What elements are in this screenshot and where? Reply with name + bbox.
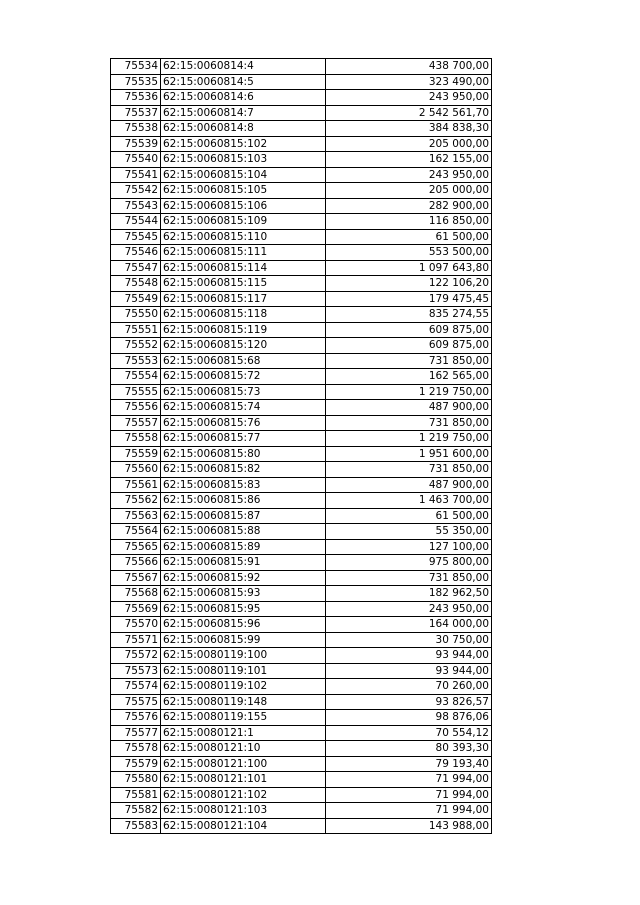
cadastral-number-cell: 62:15:0060815:72 — [161, 369, 326, 385]
cadastral-value-cell: 609 875,00 — [326, 322, 492, 338]
cadastral-value-cell: 553 500,00 — [326, 245, 492, 261]
cadastral-number-cell: 62:15:0060815:76 — [161, 415, 326, 431]
cadastral-value-cell: 731 850,00 — [326, 353, 492, 369]
table-row — [111, 570, 492, 586]
table-row — [111, 679, 492, 695]
cadastral-number-cell: 62:15:0080121:100 — [161, 756, 326, 772]
cadastral-value-cell: 731 850,00 — [326, 415, 492, 431]
row-number-cell: 75581 — [111, 787, 161, 803]
row-number-cell: 75563 — [111, 508, 161, 524]
table-row — [111, 105, 492, 121]
cadastral-value-cell: 61 500,00 — [326, 508, 492, 524]
row-number-cell: 75550 — [111, 307, 161, 323]
cadastral-number-cell: 62:15:0080121:101 — [161, 772, 326, 788]
cadastral-value-cell: 61 500,00 — [326, 229, 492, 245]
cadastral-value-cell: 93 944,00 — [326, 648, 492, 664]
table-row — [111, 648, 492, 664]
table-row — [111, 338, 492, 354]
cadastral-number-cell: 62:15:0060815:102 — [161, 136, 326, 152]
table-row — [111, 152, 492, 168]
row-number-cell: 75543 — [111, 198, 161, 214]
cadastral-number-cell: 62:15:0060815:82 — [161, 462, 326, 478]
cadastral-value-cell: 243 950,00 — [326, 90, 492, 106]
row-number-cell: 75570 — [111, 617, 161, 633]
cadastral-value-cell: 122 106,20 — [326, 276, 492, 292]
row-number-cell: 75568 — [111, 586, 161, 602]
cadastral-value-cell: 1 219 750,00 — [326, 384, 492, 400]
table-row — [111, 384, 492, 400]
row-number-cell: 75539 — [111, 136, 161, 152]
table-row — [111, 260, 492, 276]
cadastral-number-cell: 62:15:0060814:7 — [161, 105, 326, 121]
cadastral-number-cell: 62:15:0060815:77 — [161, 431, 326, 447]
cadastral-value-cell: 162 155,00 — [326, 152, 492, 168]
row-number-cell: 75540 — [111, 152, 161, 168]
cadastral-value-cell: 127 100,00 — [326, 539, 492, 555]
table-row — [111, 601, 492, 617]
cadastral-number-cell: 62:15:0080119:102 — [161, 679, 326, 695]
cadastral-number-cell: 62:15:0060815:114 — [161, 260, 326, 276]
row-number-cell: 75545 — [111, 229, 161, 245]
cadastral-number-cell: 62:15:0060814:5 — [161, 74, 326, 90]
cadastral-number-cell: 62:15:0060815:93 — [161, 586, 326, 602]
row-number-cell: 75556 — [111, 400, 161, 416]
cadastral-number-cell: 62:15:0060815:118 — [161, 307, 326, 323]
cadastral-number-cell: 62:15:0060815:89 — [161, 539, 326, 555]
cadastral-value-cell: 98 876,06 — [326, 710, 492, 726]
cadastral-value-cell: 205 000,00 — [326, 183, 492, 199]
cadastral-number-cell: 62:15:0080121:104 — [161, 818, 326, 834]
table-row — [111, 431, 492, 447]
cadastral-value-cell: 975 800,00 — [326, 555, 492, 571]
table-row — [111, 741, 492, 757]
row-number-cell: 75578 — [111, 741, 161, 757]
cadastral-value-cell: 487 900,00 — [326, 477, 492, 493]
row-number-cell: 75537 — [111, 105, 161, 121]
cadastral-number-cell: 62:15:0060815:103 — [161, 152, 326, 168]
cadastral-value-cell: 71 994,00 — [326, 772, 492, 788]
cadastral-value-cell: 835 274,55 — [326, 307, 492, 323]
table-row — [111, 245, 492, 261]
row-number-cell: 75560 — [111, 462, 161, 478]
cadastral-value-cell: 731 850,00 — [326, 570, 492, 586]
cadastral-value-table — [110, 58, 492, 834]
table-row — [111, 803, 492, 819]
cadastral-value-cell: 79 193,40 — [326, 756, 492, 772]
cadastral-number-cell: 62:15:0060815:120 — [161, 338, 326, 354]
row-number-cell: 75572 — [111, 648, 161, 664]
row-number-cell: 75541 — [111, 167, 161, 183]
table-row — [111, 539, 492, 555]
cadastral-number-cell: 62:15:0060815:99 — [161, 632, 326, 648]
table-row — [111, 198, 492, 214]
row-number-cell: 75580 — [111, 772, 161, 788]
cadastral-number-cell: 62:15:0060815:74 — [161, 400, 326, 416]
table-row — [111, 710, 492, 726]
cadastral-value-cell: 243 950,00 — [326, 601, 492, 617]
table-row — [111, 508, 492, 524]
table-row — [111, 772, 492, 788]
table-row — [111, 59, 492, 75]
row-number-cell: 75561 — [111, 477, 161, 493]
table-row — [111, 353, 492, 369]
row-number-cell: 75567 — [111, 570, 161, 586]
cadastral-number-cell: 62:15:0060814:4 — [161, 59, 326, 75]
row-number-cell: 75549 — [111, 291, 161, 307]
cadastral-number-cell: 62:15:0060815:96 — [161, 617, 326, 633]
cadastral-value-cell: 71 994,00 — [326, 787, 492, 803]
cadastral-value-cell: 243 950,00 — [326, 167, 492, 183]
row-number-cell: 75548 — [111, 276, 161, 292]
cadastral-value-cell: 179 475,45 — [326, 291, 492, 307]
cadastral-number-cell: 62:15:0080119:155 — [161, 710, 326, 726]
cadastral-value-cell: 205 000,00 — [326, 136, 492, 152]
cadastral-value-cell: 2 542 561,70 — [326, 105, 492, 121]
table-row — [111, 787, 492, 803]
table-row — [111, 400, 492, 416]
table-row — [111, 694, 492, 710]
cadastral-number-cell: 62:15:0060815:87 — [161, 508, 326, 524]
cadastral-value-cell: 323 490,00 — [326, 74, 492, 90]
cadastral-number-cell: 62:15:0060815:91 — [161, 555, 326, 571]
cadastral-number-cell: 62:15:0060815:109 — [161, 214, 326, 230]
table-row — [111, 74, 492, 90]
cadastral-number-cell: 62:15:0060815:117 — [161, 291, 326, 307]
row-number-cell: 75574 — [111, 679, 161, 695]
cadastral-value-cell: 143 988,00 — [326, 818, 492, 834]
cadastral-number-cell: 62:15:0060815:104 — [161, 167, 326, 183]
table-row — [111, 524, 492, 540]
cadastral-number-cell: 62:15:0080119:100 — [161, 648, 326, 664]
cadastral-value-cell: 182 962,50 — [326, 586, 492, 602]
cadastral-number-cell: 62:15:0060815:83 — [161, 477, 326, 493]
table-row — [111, 214, 492, 230]
cadastral-number-cell: 62:15:0060815:86 — [161, 493, 326, 509]
cadastral-number-cell: 62:15:0060815:68 — [161, 353, 326, 369]
row-number-cell: 75546 — [111, 245, 161, 261]
cadastral-number-cell: 62:15:0060815:119 — [161, 322, 326, 338]
row-number-cell: 75542 — [111, 183, 161, 199]
table-row — [111, 756, 492, 772]
row-number-cell: 75576 — [111, 710, 161, 726]
row-number-cell: 75564 — [111, 524, 161, 540]
row-number-cell: 75577 — [111, 725, 161, 741]
table-row — [111, 167, 492, 183]
row-number-cell: 75583 — [111, 818, 161, 834]
table-row — [111, 632, 492, 648]
cadastral-number-cell: 62:15:0060815:105 — [161, 183, 326, 199]
cadastral-number-cell: 62:15:0060815:73 — [161, 384, 326, 400]
cadastral-value-cell: 609 875,00 — [326, 338, 492, 354]
cadastral-number-cell: 62:15:0060815:92 — [161, 570, 326, 586]
cadastral-value-cell: 1 463 700,00 — [326, 493, 492, 509]
table-row — [111, 477, 492, 493]
table-body — [111, 59, 492, 834]
row-number-cell: 75538 — [111, 121, 161, 137]
table-row — [111, 415, 492, 431]
cadastral-value-cell: 71 994,00 — [326, 803, 492, 819]
row-number-cell: 75547 — [111, 260, 161, 276]
row-number-cell: 75579 — [111, 756, 161, 772]
table-row — [111, 586, 492, 602]
cadastral-value-cell: 164 000,00 — [326, 617, 492, 633]
cadastral-value-cell: 282 900,00 — [326, 198, 492, 214]
table-row — [111, 183, 492, 199]
table-row — [111, 90, 492, 106]
table-row — [111, 818, 492, 834]
cadastral-value-cell: 1 219 750,00 — [326, 431, 492, 447]
cadastral-value-cell: 1 097 643,80 — [326, 260, 492, 276]
cadastral-number-cell: 62:15:0060815:80 — [161, 446, 326, 462]
table-row — [111, 725, 492, 741]
table-row — [111, 462, 492, 478]
table-row — [111, 307, 492, 323]
cadastral-number-cell: 62:15:0080121:1 — [161, 725, 326, 741]
row-number-cell: 75571 — [111, 632, 161, 648]
row-number-cell: 75551 — [111, 322, 161, 338]
cadastral-number-cell: 62:15:0080119:101 — [161, 663, 326, 679]
cadastral-number-cell: 62:15:0060815:111 — [161, 245, 326, 261]
cadastral-number-cell: 62:15:0060814:8 — [161, 121, 326, 137]
table-row — [111, 617, 492, 633]
table-row — [111, 136, 492, 152]
cadastral-value-cell: 55 350,00 — [326, 524, 492, 540]
table-row — [111, 663, 492, 679]
cadastral-value-cell: 162 565,00 — [326, 369, 492, 385]
row-number-cell: 75552 — [111, 338, 161, 354]
row-number-cell: 75544 — [111, 214, 161, 230]
row-number-cell: 75566 — [111, 555, 161, 571]
cadastral-number-cell: 62:15:0080121:103 — [161, 803, 326, 819]
row-number-cell: 75565 — [111, 539, 161, 555]
cadastral-number-cell: 62:15:0060815:95 — [161, 601, 326, 617]
cadastral-value-cell: 116 850,00 — [326, 214, 492, 230]
row-number-cell: 75534 — [111, 59, 161, 75]
cadastral-value-cell: 80 393,30 — [326, 741, 492, 757]
row-number-cell: 75557 — [111, 415, 161, 431]
cadastral-number-cell: 62:15:0060815:110 — [161, 229, 326, 245]
row-number-cell: 75573 — [111, 663, 161, 679]
cadastral-value-cell: 70 554,12 — [326, 725, 492, 741]
cadastral-value-cell: 438 700,00 — [326, 59, 492, 75]
table-row — [111, 291, 492, 307]
table-row — [111, 555, 492, 571]
cadastral-value-cell: 93 826,57 — [326, 694, 492, 710]
cadastral-value-cell: 93 944,00 — [326, 663, 492, 679]
cadastral-value-cell: 487 900,00 — [326, 400, 492, 416]
row-number-cell: 75562 — [111, 493, 161, 509]
cadastral-number-cell: 62:15:0060815:106 — [161, 198, 326, 214]
cadastral-number-cell: 62:15:0080121:10 — [161, 741, 326, 757]
row-number-cell: 75582 — [111, 803, 161, 819]
cadastral-value-table-page — [110, 58, 491, 834]
table-row — [111, 276, 492, 292]
row-number-cell: 75535 — [111, 74, 161, 90]
row-number-cell: 75575 — [111, 694, 161, 710]
row-number-cell: 75553 — [111, 353, 161, 369]
cadastral-number-cell: 62:15:0060815:115 — [161, 276, 326, 292]
cadastral-number-cell: 62:15:0060814:6 — [161, 90, 326, 106]
row-number-cell: 75536 — [111, 90, 161, 106]
cadastral-value-cell: 30 750,00 — [326, 632, 492, 648]
cadastral-value-cell: 384 838,30 — [326, 121, 492, 137]
cadastral-value-cell: 70 260,00 — [326, 679, 492, 695]
row-number-cell: 75554 — [111, 369, 161, 385]
table-row — [111, 121, 492, 137]
table-row — [111, 446, 492, 462]
cadastral-number-cell: 62:15:0080121:102 — [161, 787, 326, 803]
cadastral-number-cell: 62:15:0060815:88 — [161, 524, 326, 540]
cadastral-value-cell: 731 850,00 — [326, 462, 492, 478]
row-number-cell: 75558 — [111, 431, 161, 447]
row-number-cell: 75569 — [111, 601, 161, 617]
cadastral-value-cell: 1 951 600,00 — [326, 446, 492, 462]
table-row — [111, 322, 492, 338]
row-number-cell: 75559 — [111, 446, 161, 462]
table-row — [111, 493, 492, 509]
table-row — [111, 369, 492, 385]
row-number-cell: 75555 — [111, 384, 161, 400]
cadastral-number-cell: 62:15:0080119:148 — [161, 694, 326, 710]
table-row — [111, 229, 492, 245]
